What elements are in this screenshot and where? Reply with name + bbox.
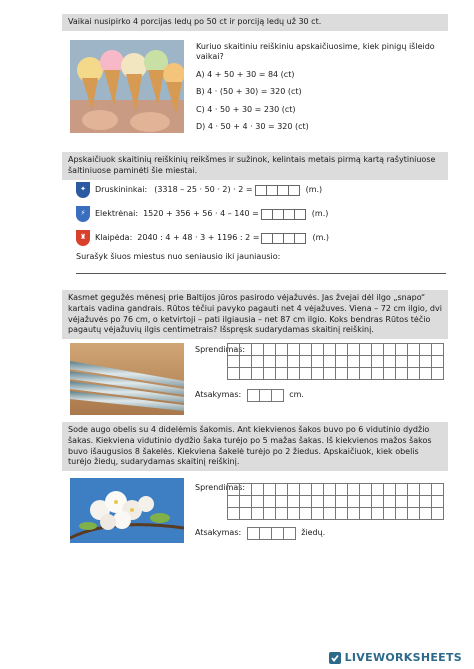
city-row-elektrenai bbox=[76, 206, 328, 222]
task-ice-cream-header: Vaikai nusipirko 4 porcijas ledų po 50 ct ir porciją ledų už 30 ct. bbox=[62, 14, 448, 31]
order-answer-line[interactable] bbox=[76, 273, 446, 274]
garfish-solution-grid[interactable] bbox=[227, 343, 444, 380]
city-row-klaipeda bbox=[76, 230, 329, 246]
question-text: Kuriuo skaitiniu reiškiniu apskaičiuosime, kiek pinigų išleido vaikai? bbox=[196, 42, 435, 62]
unit-label: (m.) bbox=[312, 232, 330, 242]
option-b[interactable]: B) 4 · (50 + 30) = 320 (ct) bbox=[196, 87, 302, 97]
city-name: Klaipėda: bbox=[95, 232, 133, 242]
garfish-photo bbox=[70, 343, 184, 415]
task-ice-cream bbox=[62, 14, 448, 31]
ice-cream-question bbox=[196, 42, 446, 132]
city-row-druskininkai bbox=[76, 182, 322, 198]
city-name: Elektrėnai: bbox=[95, 208, 139, 218]
solution-label: Sprendimas: bbox=[195, 345, 246, 354]
druskininkai-coat-of-arms-icon: ✦ bbox=[76, 182, 90, 198]
brand-name: LIVEWORKSHEETS bbox=[344, 650, 462, 664]
liveworksheets-logo-icon bbox=[328, 651, 342, 665]
unit-label: žiedų. bbox=[301, 528, 326, 538]
option-a[interactable]: A) 4 + 50 + 30 = 84 (ct) bbox=[196, 69, 295, 79]
unit-label: (m.) bbox=[311, 208, 329, 218]
order-prompt: Surašyk šiuos miestus nuo seniausio iki jauniausio: bbox=[76, 252, 281, 261]
apple-solution-grid[interactable] bbox=[227, 483, 444, 520]
apple-solution-label: Sprendimas: bbox=[195, 483, 246, 492]
elektrenai-coat-of-arms-icon: ⚡ bbox=[76, 206, 90, 222]
answer-label: Atsakymas: bbox=[195, 528, 242, 538]
city-expression: 2040 : 4 + 48 · 3 + 1196 : 2 = bbox=[137, 232, 260, 242]
answer-boxes[interactable] bbox=[256, 185, 300, 196]
city-name: Druskininkai: bbox=[95, 184, 148, 194]
answer-label: Atsakymas: bbox=[195, 390, 242, 400]
garfish-solution bbox=[195, 343, 246, 355]
task-garfish-header: Kasmet gegužės mėnesį prie Baltijos jūros pasirodo vėjažuvės. Jas žvejai dėl ilgo „snapo“ kartais vadina gandrais. Rūtos tėčiui pavyko pagauti net 4 vėjažuves. Viena – 72 cm ilgio, dvi vėjažuvės po 76 cm, o ketvirtoji – pati ilgiausia – net 87 cm ilgio. Koks bendras Rūtos tėčio pagautų vėjažuvių ilgis centimetrais? Išspręsk sudarydamas skaitinį reiškinį. bbox=[62, 290, 448, 339]
option-d[interactable]: D) 4 · 50 + 4 · 30 = 320 (ct) bbox=[196, 121, 309, 131]
apple-answer bbox=[195, 527, 325, 540]
unit-label: cm. bbox=[289, 390, 304, 400]
task-garfish bbox=[62, 290, 448, 339]
liveworksheets-logo bbox=[328, 651, 462, 665]
task-apple-tree-header: Sode augo obelis su 4 didelėmis šakomis. Ant kiekvienos šakos buvo po 6 vidutinio dydžio šakas. Kiekviena vidutinio dydžio šaka turėjo po 5 mažas šakas. Iš kiekvienos mažos šakos buvo išaugusios 8 šakelės. Kiekviena šakelė turėjo po 2 žiedus. Apskaičiuok, kiek obelis turėjo žiedų, sudarydamas skaitinį reiškinį. bbox=[62, 422, 448, 471]
garfish-answer bbox=[195, 389, 304, 402]
city-expression: (3318 – 25 · 50 · 2) · 2 = bbox=[154, 184, 253, 194]
garfish-answer-boxes[interactable] bbox=[247, 389, 284, 402]
apple-blossom-photo bbox=[70, 478, 184, 543]
task-cities-header: Apskaičiuok skaitinių reiškinių reikšmes ir sužinok, kelintais metais pirmą kartą rašytiniuose šaltiniuose paminėti šie miestai. bbox=[62, 152, 448, 180]
city-expression: 1520 + 356 + 56 · 4 – 140 = bbox=[143, 208, 259, 218]
answer-boxes[interactable] bbox=[262, 209, 306, 220]
apple-answer-boxes[interactable] bbox=[247, 527, 296, 540]
task-cities bbox=[62, 152, 448, 180]
unit-label: (m.) bbox=[305, 184, 323, 194]
task-apple-tree bbox=[62, 422, 448, 471]
option-c[interactable]: C) 4 · 50 + 30 = 230 (ct) bbox=[196, 104, 296, 114]
answer-boxes[interactable] bbox=[262, 233, 306, 244]
ice-cream-photo bbox=[70, 40, 184, 133]
klaipeda-coat-of-arms-icon: ♜ bbox=[76, 230, 90, 246]
